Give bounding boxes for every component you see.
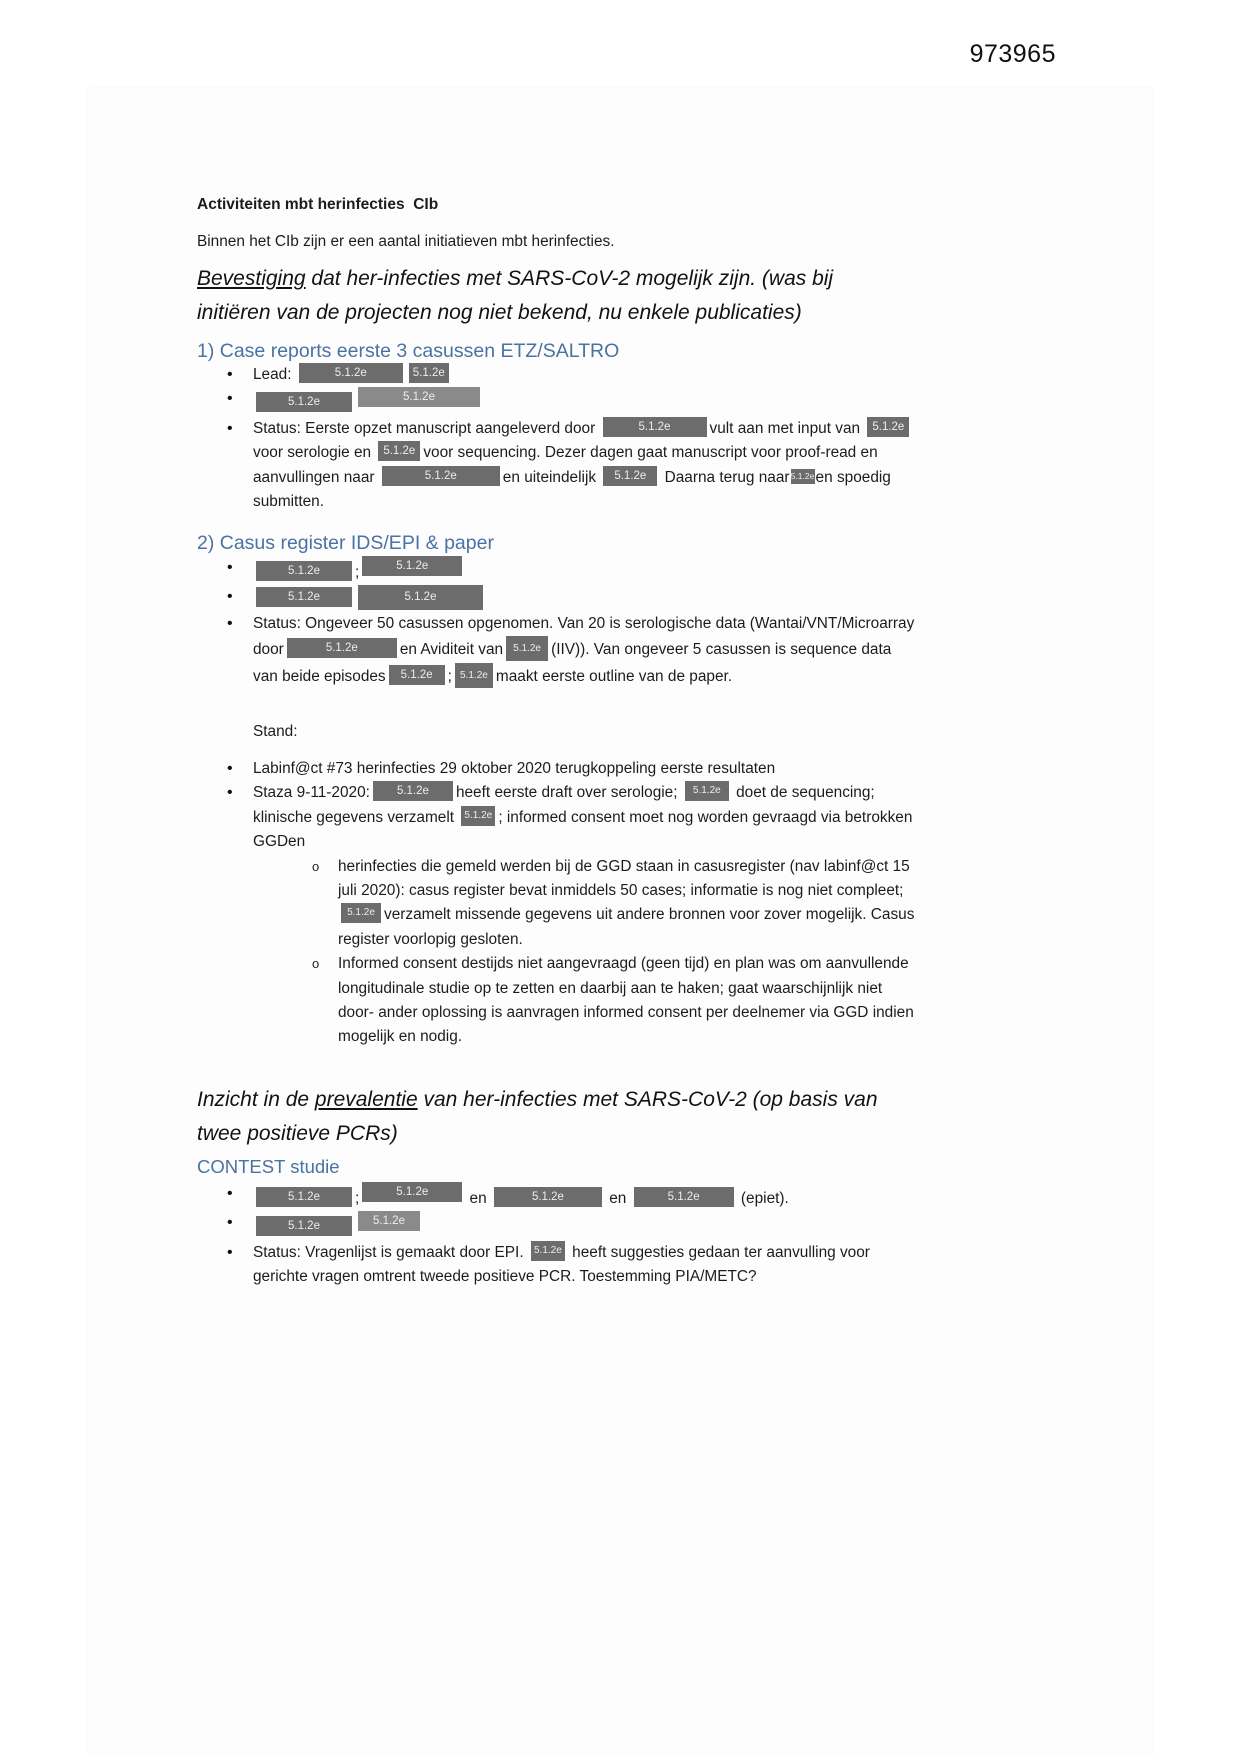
intro-paragraph: Binnen het CIb zijn er een aantal initiatieven mbt herinfecties. bbox=[197, 233, 615, 250]
redaction-box: 5.1.2e bbox=[373, 781, 453, 801]
text-segment: voor sequencing. Dezer dagen gaat manuscript voor proof-read en aanvullingen naar bbox=[253, 444, 878, 486]
redaction-box: 5.1.2e bbox=[455, 663, 493, 688]
bullet-lead bbox=[225, 363, 915, 387]
text-segment: vult aan met input van bbox=[709, 419, 865, 437]
redaction-box: 5.1.2e bbox=[299, 363, 403, 383]
contest-bullet-list bbox=[225, 1182, 915, 1290]
text-segment: (epiet). bbox=[736, 1190, 789, 1207]
redaction-box: 5.1.2e bbox=[506, 636, 548, 661]
heading-bevestiging bbox=[197, 262, 897, 330]
redaction-box: 5.1.2e bbox=[256, 587, 352, 607]
section-2-heading: 2) Casus register IDS/EPI & paper bbox=[197, 532, 494, 554]
text-segment: heeft suggesties gedaan ter aanvulling voor gerichte vragen omtrent tweede positieve PCR. Toestemming PIA/METC? bbox=[253, 1243, 870, 1286]
bullet-redacted-names bbox=[225, 585, 915, 611]
redaction-box: 5.1.2e bbox=[603, 417, 707, 437]
redaction-box: 5.1.2e bbox=[362, 1182, 462, 1202]
bullet-staza-text bbox=[253, 784, 912, 850]
bullet-staza bbox=[225, 781, 915, 1049]
text-segment: Status: Vragenlijst is gemaakt door EPI. bbox=[253, 1243, 528, 1261]
redaction-box: 5.1.2e bbox=[634, 1187, 734, 1207]
redaction-box: 5.1.2e bbox=[341, 903, 381, 923]
page-number: 973965 bbox=[969, 40, 1056, 68]
bullet-status-section-1 bbox=[225, 417, 915, 515]
section-1-heading: 1) Case reports eerste 3 casussen ETZ/SALTRO bbox=[197, 340, 620, 362]
redaction-box: 5.1.2e bbox=[256, 1187, 352, 1207]
text-segment: en bbox=[604, 1190, 631, 1207]
redaction-box: 5.1.2e bbox=[378, 441, 420, 461]
staza-sub-list bbox=[310, 855, 915, 1050]
stand-bullet-list bbox=[225, 757, 915, 1050]
text-segment: dat her-infecties met SARS-CoV-2 mogelijk zijn. (was bij initiëren van de projecten nog niet bekend, nu enkele publicaties) bbox=[197, 267, 834, 324]
text-segment: Staza 9-11-2020: bbox=[253, 784, 370, 802]
redaction-box: 5.1.2e bbox=[358, 1211, 420, 1231]
redaction-box: 5.1.2e bbox=[494, 1187, 602, 1207]
redaction-box: 5.1.2e bbox=[256, 1216, 352, 1236]
redaction-box: 5.1.2e bbox=[256, 561, 352, 581]
text-segment: Status: Eerste opzet manuscript aangeleverd door bbox=[253, 419, 600, 437]
bullet-redacted-names bbox=[225, 556, 915, 585]
text-segment: Lead: bbox=[253, 366, 296, 383]
redaction-box: 5.1.2e bbox=[358, 585, 483, 610]
text-segment: Daarna terug naar bbox=[660, 468, 790, 486]
bullet-labinfct bbox=[225, 757, 915, 781]
redaction-box: 5.1.2e bbox=[867, 417, 909, 437]
redaction-box: 5.1.2e bbox=[362, 556, 462, 576]
text-segment: ; informed consent moet nog worden gevraagd via betrokken GGDen bbox=[253, 808, 913, 851]
text-segment: en uiteindelijk bbox=[502, 468, 601, 486]
text-segment: ; bbox=[355, 1190, 360, 1207]
redaction-box: 5.1.2e bbox=[603, 466, 657, 486]
bullet-status-section-2 bbox=[225, 612, 915, 689]
text-segment: en Aviditeit van bbox=[399, 641, 504, 659]
text-segment: en bbox=[465, 1190, 491, 1207]
heading-inzicht bbox=[197, 1083, 897, 1151]
text-segment: doet de sequencing; klinische gegevens verzamelt bbox=[253, 784, 875, 826]
text-segment: van her-infecties met SARS-CoV-2 (op basis van twee positieve PCRs) bbox=[197, 1088, 878, 1145]
text-segment: Labinf@ct #73 herinfecties 29 oktober 2020 terugkoppeling eerste resultaten bbox=[253, 760, 776, 777]
sub-bullet-informed-consent bbox=[310, 952, 915, 1050]
redaction-box: 5.1.2e bbox=[382, 466, 500, 486]
section-1-bullet-list bbox=[225, 363, 915, 514]
redaction-box: 5.1.2e bbox=[389, 665, 445, 685]
text-segment: Bevestiging bbox=[197, 267, 306, 290]
redaction-box: 5.1.2e bbox=[685, 781, 729, 801]
text-segment: Informed consent destijds niet aangevraagd (geen tijd) en plan was om aanvullende longitudinale studie op te zetten en daarbij aan te haken; gaat waarschijnlijk niet door- ander oplossing is aanvragen informed consent per deelnemer via GGD indien mogelijk en nodig. bbox=[338, 955, 914, 1046]
text-segment: verzamelt missende gegevens uit andere bronnen voor zover mogelijk. Casus register voorlopig gesloten. bbox=[338, 906, 915, 948]
text-segment: voor serologie en bbox=[253, 444, 376, 462]
document-title: Activiteiten mbt herinfecties CIb bbox=[197, 196, 439, 213]
text-segment: heeft eerste draft over serologie; bbox=[455, 784, 682, 802]
text-segment: ; bbox=[447, 667, 452, 685]
text-segment: ; bbox=[355, 564, 360, 581]
redaction-box: 5.1.2e bbox=[287, 638, 397, 658]
contest-heading: CONTEST studie bbox=[197, 1156, 340, 1177]
redaction-box: 5.1.2e bbox=[409, 363, 449, 383]
redaction-box: 5.1.2e bbox=[531, 1241, 565, 1261]
text-segment: (IIV)). Van ongeveer 5 casussen is sequence data van beide episodes bbox=[253, 641, 892, 685]
text-segment: Status: Ongeveer 50 casussen opgenomen. Van 20 is serologische data (Wantai/VNT/Microarray door bbox=[253, 614, 915, 659]
stand-label: Stand: bbox=[253, 723, 298, 740]
redaction-box: 5.1.2e bbox=[791, 469, 815, 484]
text-segment: maakt eerste outline van de paper. bbox=[495, 667, 733, 685]
section-2-bullet-list bbox=[225, 556, 915, 689]
bullet-redacted-names bbox=[225, 387, 915, 416]
bullet-redacted-names bbox=[225, 1182, 915, 1211]
text-segment: herinfecties die gemeld werden bij de GGD staan in casusregister (nav labinf@ct 15 juli 2020): casus register bevat inmiddels 50 cases; informatie is nog niet compleet; bbox=[338, 857, 910, 900]
redaction-box: 5.1.2e bbox=[358, 387, 480, 407]
bullet-redacted-names bbox=[225, 1211, 915, 1240]
text-segment: Inzicht in de bbox=[197, 1088, 315, 1111]
sub-bullet-casusregister bbox=[310, 855, 915, 953]
text-segment: en spoedig submitten. bbox=[253, 468, 891, 511]
text-segment: prevalentie bbox=[314, 1088, 418, 1111]
redaction-box: 5.1.2e bbox=[461, 806, 495, 826]
bullet-status-contest bbox=[225, 1241, 915, 1290]
redaction-box: 5.1.2e bbox=[256, 392, 352, 412]
